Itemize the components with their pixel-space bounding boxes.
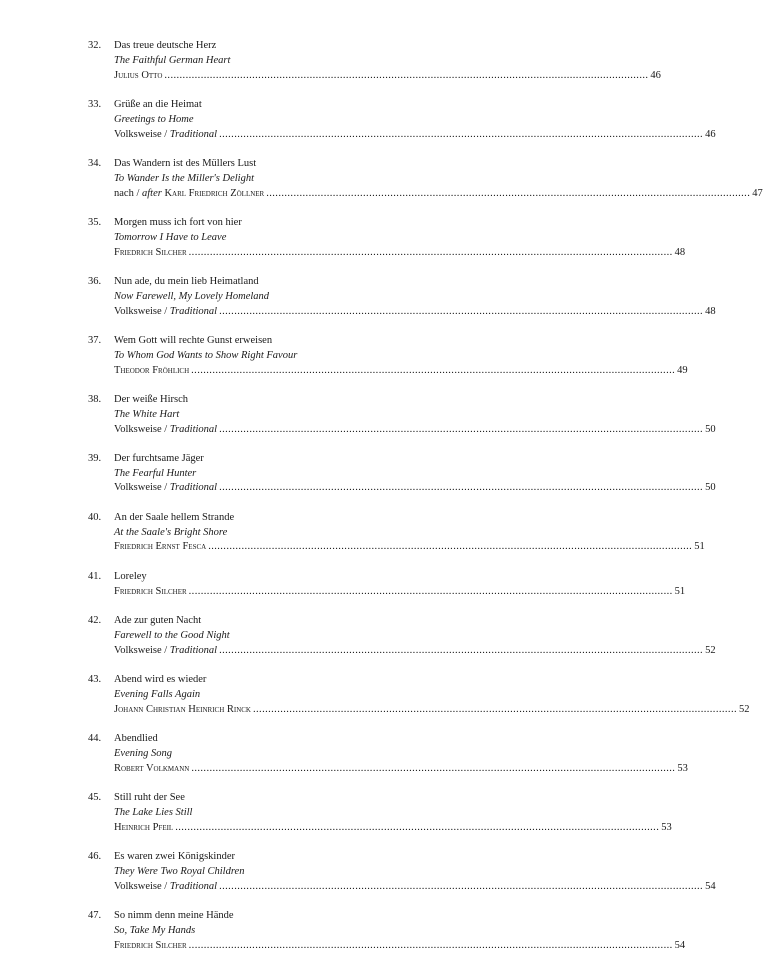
composer-name [114, 939, 187, 954]
toc-entry [88, 570, 686, 600]
english-title: The White Hart [114, 408, 180, 420]
composer-line [114, 69, 661, 84]
english-title: Evening Song [114, 748, 173, 760]
german-title: Abendlied [114, 733, 158, 745]
entry-number: 47. [88, 910, 102, 922]
composer-name [114, 880, 217, 895]
page-number: 53 [677, 762, 688, 774]
traditional-label: Traditional [169, 482, 218, 494]
entry-body [114, 216, 685, 260]
german-title: Grüße an die Heimat [114, 98, 202, 110]
toc-entry [88, 791, 672, 835]
entry-number: 33. [88, 98, 102, 110]
entry-body [114, 334, 688, 378]
table-of-contents [88, 39, 763, 968]
composer-name [114, 187, 264, 202]
page-number: 46 [705, 128, 716, 140]
toc-entry-row [88, 334, 688, 378]
toc-entry [88, 673, 750, 717]
page-number: 49 [677, 364, 688, 376]
entry-number: 41. [88, 570, 102, 582]
page-number: 51 [674, 585, 686, 597]
entry-number: 35. [88, 216, 102, 228]
toc-entry [88, 393, 716, 437]
entry-body [114, 98, 716, 142]
toc-entry-row [88, 791, 672, 835]
toc-entry [88, 216, 686, 260]
composer-line [114, 540, 705, 555]
nach-label: nach / [114, 187, 142, 199]
toc-entry-row [88, 909, 686, 953]
composer-line [114, 423, 716, 438]
toc-entry-row [88, 732, 688, 776]
german-title: Das Wandern ist des Müllers Lust [114, 157, 257, 169]
entry-body [114, 157, 763, 201]
traditional-label: Traditional [169, 644, 218, 656]
entry-number: 42. [88, 615, 102, 627]
entry-body [114, 275, 716, 319]
dot-leader [219, 481, 703, 496]
english-title: Evening Falls Again [114, 689, 201, 701]
traditional-label: Traditional [169, 128, 218, 140]
composer-name-text: Theodor Fröhlich [114, 364, 190, 376]
entry-body [114, 570, 685, 600]
toc-entry-row [88, 39, 661, 83]
composer-name [114, 246, 187, 261]
dot-leader [189, 585, 673, 600]
german-title: Morgen muss ich fort von hier [114, 216, 242, 228]
toc-entry-row [88, 216, 686, 260]
dot-leader [219, 305, 703, 320]
toc-entry-row [88, 393, 716, 437]
toc-entry-row [88, 673, 750, 717]
entry-body [114, 39, 661, 83]
composer-line [114, 364, 688, 379]
composer-name [114, 585, 187, 600]
toc-entry-row [88, 98, 716, 142]
after-label: after [142, 187, 162, 199]
composer-name-text: Julius Otto [114, 69, 163, 81]
page-number: 48 [674, 246, 686, 258]
toc-entry [88, 334, 688, 378]
composer-name [114, 762, 189, 777]
german-title: Nun ade, du mein lieb Heimatland [114, 275, 259, 287]
composer-name-text: Johann Christian Heinrich Rinck [114, 703, 251, 715]
composer-line [114, 187, 763, 202]
toc-entry [88, 39, 661, 83]
page-number: 46 [650, 69, 661, 81]
toc-entry [88, 157, 763, 201]
composer-name-text: Friedrich Silcher [114, 585, 187, 597]
composer-line [114, 821, 672, 836]
toc-entry-row [88, 570, 686, 600]
english-title: They Were Two Royal Children [114, 865, 245, 877]
toc-entry [88, 275, 716, 319]
entry-number: 34. [88, 157, 102, 169]
toc-entry [88, 511, 705, 555]
volksweise-label: Volksweise / [114, 482, 170, 494]
dot-leader [253, 703, 737, 718]
german-title: Loreley [114, 570, 147, 582]
dot-leader [219, 644, 703, 659]
composer-name-text: Friedrich Silcher [114, 939, 187, 951]
page-number: 47 [752, 187, 763, 199]
composer-line [114, 762, 688, 777]
dot-leader [219, 128, 703, 143]
volksweise-label: Volksweise / [114, 423, 170, 435]
composer-name [114, 305, 217, 320]
entry-number: 32. [88, 40, 102, 51]
composer-name [114, 69, 162, 84]
toc-entry [88, 732, 688, 776]
composer-line [114, 703, 750, 718]
composer-line [114, 880, 716, 895]
entry-body [114, 393, 716, 437]
english-title: Greetings to Home [114, 113, 194, 125]
german-title: Der furchtsame Jäger [114, 452, 204, 464]
composer-name [114, 703, 251, 718]
composer-name [114, 364, 189, 379]
composer-name-text: Friedrich Silcher [114, 246, 187, 258]
composer-line [114, 246, 685, 261]
page-number: 50 [705, 423, 716, 435]
entry-number: 36. [88, 275, 102, 287]
page-number: 54 [674, 939, 686, 951]
toc-entry [88, 452, 716, 496]
entry-body [114, 732, 688, 776]
german-title: Das treue deutsche Herz [114, 40, 217, 51]
english-title: The Lake Lies Still [114, 807, 193, 818]
german-title: Wem Gott will rechte Gunst erweisen [114, 334, 273, 346]
volksweise-label: Volksweise / [114, 644, 170, 656]
english-title: So, Take My Hands [114, 924, 196, 936]
entry-body [114, 673, 750, 717]
entry-number: 37. [88, 334, 102, 346]
composer-line [114, 128, 716, 143]
entry-body [114, 452, 716, 496]
dot-leader [266, 187, 750, 202]
entry-body [114, 791, 672, 835]
dot-leader [191, 364, 675, 379]
composer-name [114, 481, 217, 496]
dot-leader [208, 540, 692, 555]
english-title: At the Saale's Bright Shore [114, 526, 228, 538]
german-title: Ade zur guten Nacht [114, 615, 202, 627]
composer-name [114, 128, 217, 143]
entry-number: 40. [88, 511, 102, 523]
composer-name-text: Friedrich Ernst Fesca [114, 541, 207, 553]
toc-entry-row [88, 452, 716, 496]
english-title: The Fearful Hunter [114, 467, 197, 479]
english-title: To Whom God Wants to Show Right Favour [114, 349, 298, 361]
dot-leader [189, 246, 673, 261]
composer-line [114, 585, 685, 600]
entry-number: 45. [88, 792, 102, 804]
entry-body [114, 909, 685, 953]
toc-entry [88, 98, 716, 142]
german-title: An der Saale hellem Strande [114, 511, 235, 523]
english-title: The Faithful German Heart [114, 54, 231, 66]
volksweise-label: Volksweise / [114, 305, 170, 317]
toc-entry-row [88, 614, 716, 658]
toc-entry-row [88, 157, 763, 201]
dot-leader [164, 69, 648, 84]
english-title: Farewell to the Good Night [114, 630, 230, 642]
english-title: Now Farewell, My Lovely Homeland [114, 290, 270, 302]
composer-name-text: Heinrich Pfeil [114, 821, 174, 833]
toc-entry-row [88, 511, 705, 555]
composer-name [114, 821, 173, 836]
dot-leader [189, 939, 673, 954]
english-title: To Wander Is the Miller's Delight [114, 172, 255, 184]
composer-line [114, 939, 685, 954]
volksweise-label: Volksweise / [114, 128, 170, 140]
page-number: 53 [661, 821, 672, 833]
page-number: 50 [705, 482, 716, 494]
composer-name [114, 423, 217, 438]
entry-body [114, 850, 716, 894]
toc-entry-row [88, 275, 716, 319]
entry-number: 38. [88, 393, 102, 405]
composer-name [114, 540, 206, 555]
toc-entry-row [88, 850, 716, 894]
traditional-label: Traditional [169, 880, 218, 892]
german-title: So nimm denn meine Hände [114, 910, 234, 922]
german-title: Es waren zwei Königskinder [114, 851, 236, 863]
entry-number: 44. [88, 733, 102, 745]
page-number: 52 [705, 644, 716, 656]
dot-leader [219, 880, 703, 895]
composer-line [114, 481, 716, 496]
page-number: 54 [705, 880, 716, 892]
traditional-label: Traditional [169, 305, 218, 317]
page-number: 51 [694, 541, 705, 553]
dot-leader [219, 423, 703, 438]
dot-leader [191, 762, 675, 777]
page-number: 48 [705, 305, 716, 317]
page-number: 52 [739, 703, 750, 715]
german-title: Still ruht der See [114, 792, 185, 804]
entry-body [114, 614, 716, 658]
entry-body [114, 511, 705, 555]
composer-line [114, 305, 716, 320]
composer-name-text: Karl Friedrich Zöllner [164, 187, 265, 199]
volksweise-label: Volksweise / [114, 880, 170, 892]
english-title: Tomorrow I Have to Leave [114, 231, 227, 243]
traditional-label: Traditional [169, 423, 218, 435]
entry-number: 46. [88, 851, 102, 863]
composer-name [114, 644, 217, 659]
german-title: Der weiße Hirsch [114, 393, 189, 405]
toc-entry [88, 614, 716, 658]
entry-number: 43. [88, 674, 102, 686]
german-title: Abend wird es wieder [114, 674, 207, 686]
composer-line [114, 644, 716, 659]
composer-name-text: Robert Volkmann [114, 762, 190, 774]
dot-leader [175, 821, 659, 836]
toc-entry [88, 909, 686, 953]
entry-number: 39. [88, 452, 102, 464]
toc-entry [88, 850, 716, 894]
